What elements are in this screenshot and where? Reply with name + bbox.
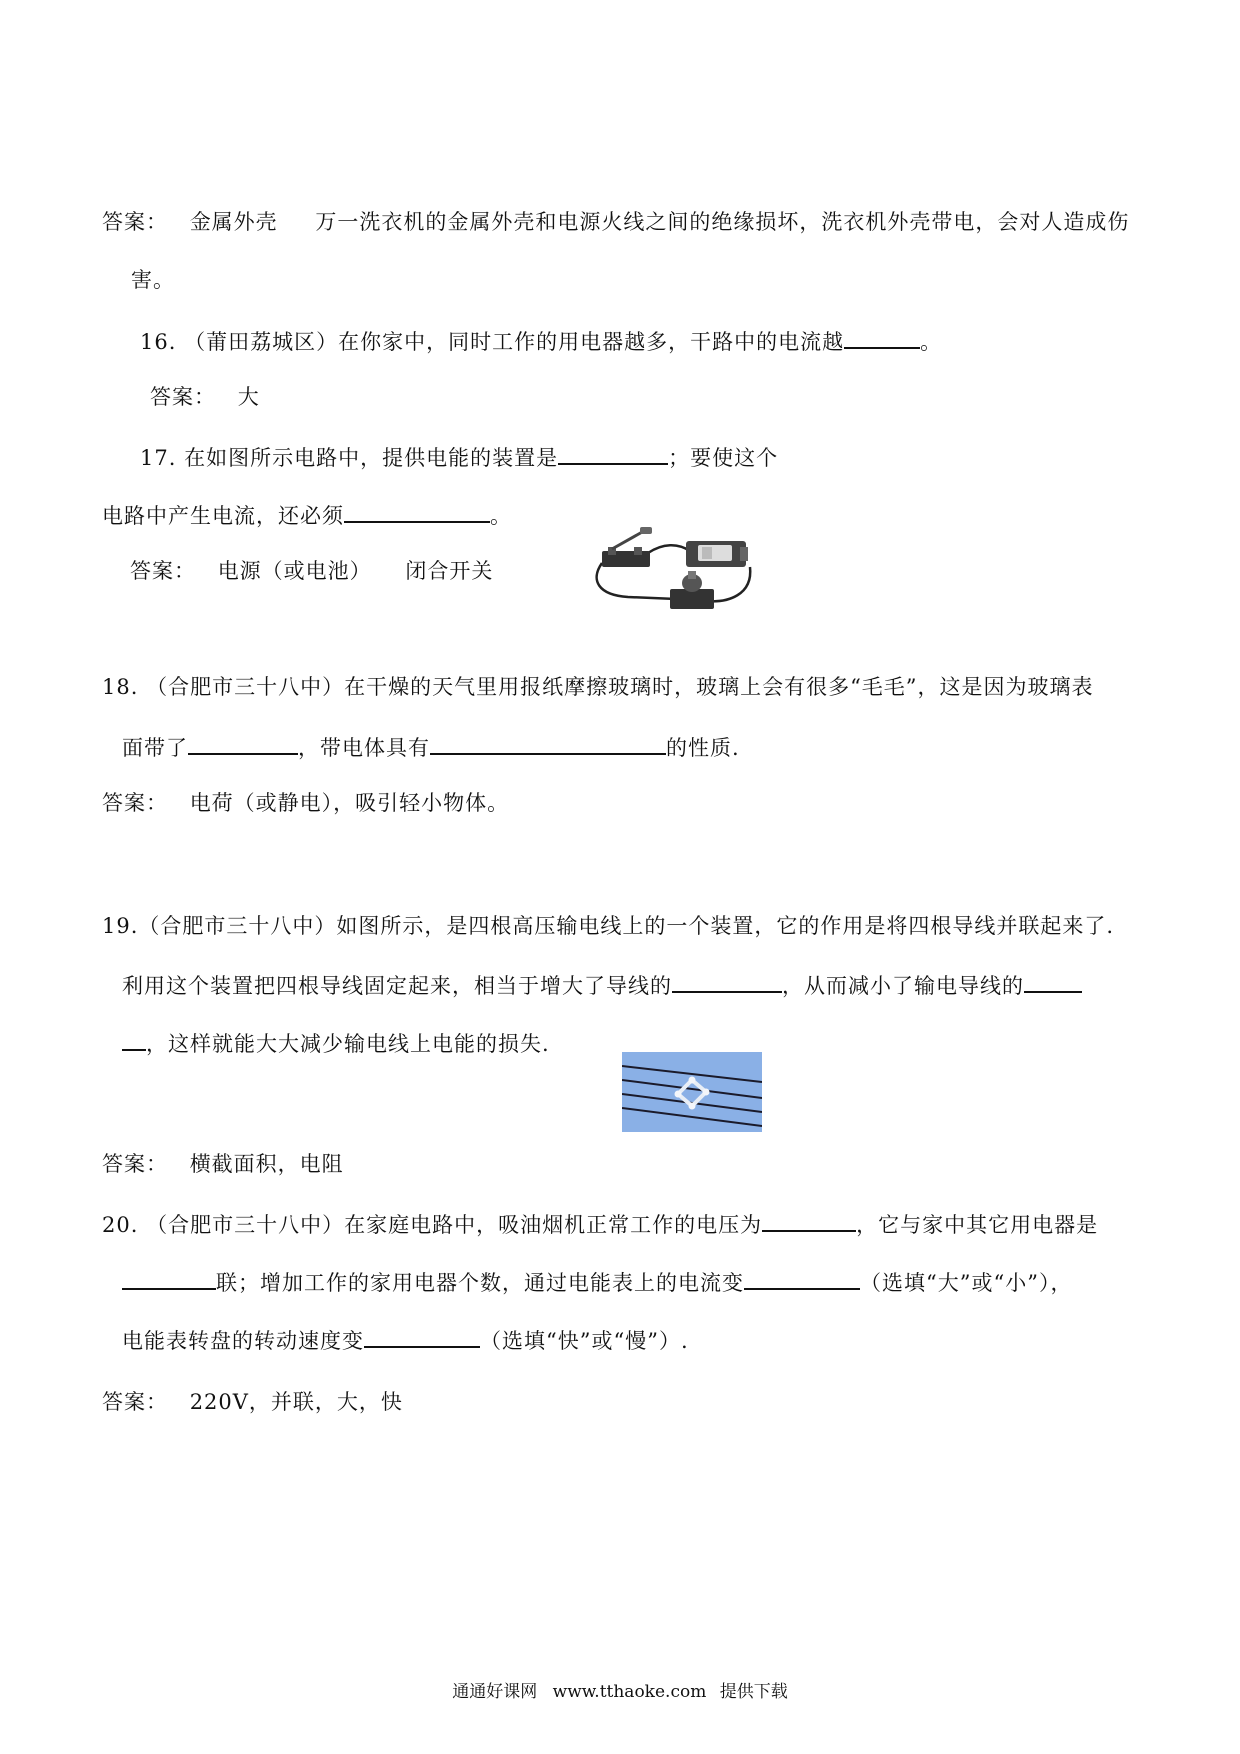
answer-text: 220V，并联，大，快 [189,1390,403,1414]
question-text: 面带了 [122,736,188,760]
punctuation: 。 [920,330,943,354]
question-20-line-3 [122,1324,689,1355]
answer-blank [430,731,666,755]
answer-label: 答案： [150,385,216,409]
answer-text: 闭合开关 [405,559,494,583]
question-text: ，这样就能大大减少输电线上电能的损失. [146,1032,550,1056]
answer-blank [1024,969,1082,993]
answer-text: 电荷（或静电），吸引轻小物体。 [189,791,510,815]
answer-label: 答案： [130,559,196,583]
question-text: 联；增加工作的家用电器个数，通过电能表上的电流变 [216,1271,744,1295]
answer-blank [122,1266,216,1290]
answer-text: 大 [237,385,260,409]
question-20-line-1 [102,1208,1098,1239]
punctuation: 。 [490,504,512,528]
question-text: 16. （莆田荔城区）在你家中，同时工作的用电器越多，干路中的电流越 [140,330,845,354]
answer-blank [122,1027,146,1051]
answer-blank [744,1266,860,1290]
answer-text: 横截面积，电阻 [189,1152,344,1176]
answer-text: 电源（或电池） [217,559,372,583]
question-text: （选填“大”或“小”）， [860,1271,1073,1295]
answer-text: 金属外壳 [189,210,278,234]
question-text: ，它与家中其它用电器是 [856,1213,1099,1237]
battery-icon [686,541,748,567]
question-text: ，带电体具有 [298,736,430,760]
answer-label: 答案： [102,1152,168,1176]
page-footer [0,1680,1240,1704]
question-16 [140,325,942,356]
switch-icon [602,527,652,567]
question-19-line-2 [122,969,1082,1000]
question-text: ，从而减小了输电导线的 [782,974,1024,998]
question-text: （选填“快”或“慢”）. [480,1329,689,1353]
circuit-figure [588,525,760,617]
q15-answer-continued: 害。 [131,268,175,292]
answer-blank [558,441,668,465]
question-text: 电能表转盘的转动速度变 [122,1329,364,1353]
footer-site-name: 通通好课网 [452,1682,538,1702]
answer-label: 答案： [102,1390,168,1414]
question-text: 17. 在如图所示电路中，提供电能的装置是 [140,446,559,470]
question-text: 20. （合肥市三十八中）在家庭电路中，吸油烟机正常工作的电压为 [102,1213,763,1237]
q18-answer [102,789,509,817]
footer-url[interactable]: www.tthaoke.com [552,1682,707,1702]
question-text: ；要使这个 [668,446,779,470]
question-17-line-1 [140,441,778,472]
answer-text: 万一洗衣机的金属外壳和电源火线之间的绝缘损坏，洗衣机外壳带电，会对人造成伤 [315,210,1130,234]
footer-note: 提供下载 [719,1682,788,1702]
q15-answer [102,208,1129,236]
answer-blank [364,1324,480,1348]
question-17-line-2 [102,499,512,530]
question-text: 电路中产生电流，还必须 [102,504,344,528]
answer-blank [762,1208,856,1232]
answer-blank [344,499,490,523]
question-18-line-1: 18. （合肥市三十八中）在干燥的天气里用报纸摩擦玻璃时，玻璃上会有很多“毛毛”，这是因为玻璃表 [102,675,1094,699]
answer-blank [844,325,920,349]
answer-blank [672,969,782,993]
power-line-spacer-photo [622,1052,762,1132]
q19-answer [102,1150,344,1178]
answer-blank [188,731,298,755]
question-19-line-3 [122,1027,550,1058]
question-20-line-2 [122,1266,1072,1297]
q17-answer [130,557,493,585]
question-text: 的性质. [666,736,740,760]
question-19-line-1: 19.（合肥市三十八中）如图所示，是四根高压输电线上的一个装置，它的作用是将四根导线并联起来了. [102,914,1115,938]
answer-label: 答案： [102,791,168,815]
q20-answer [102,1388,403,1416]
question-text: 利用这个装置把四根导线固定起来，相当于增大了导线的 [122,974,672,998]
answer-label: 答案： [102,210,168,234]
question-18-line-2 [122,731,740,762]
bulb-icon [670,571,714,609]
q16-answer [150,383,260,411]
